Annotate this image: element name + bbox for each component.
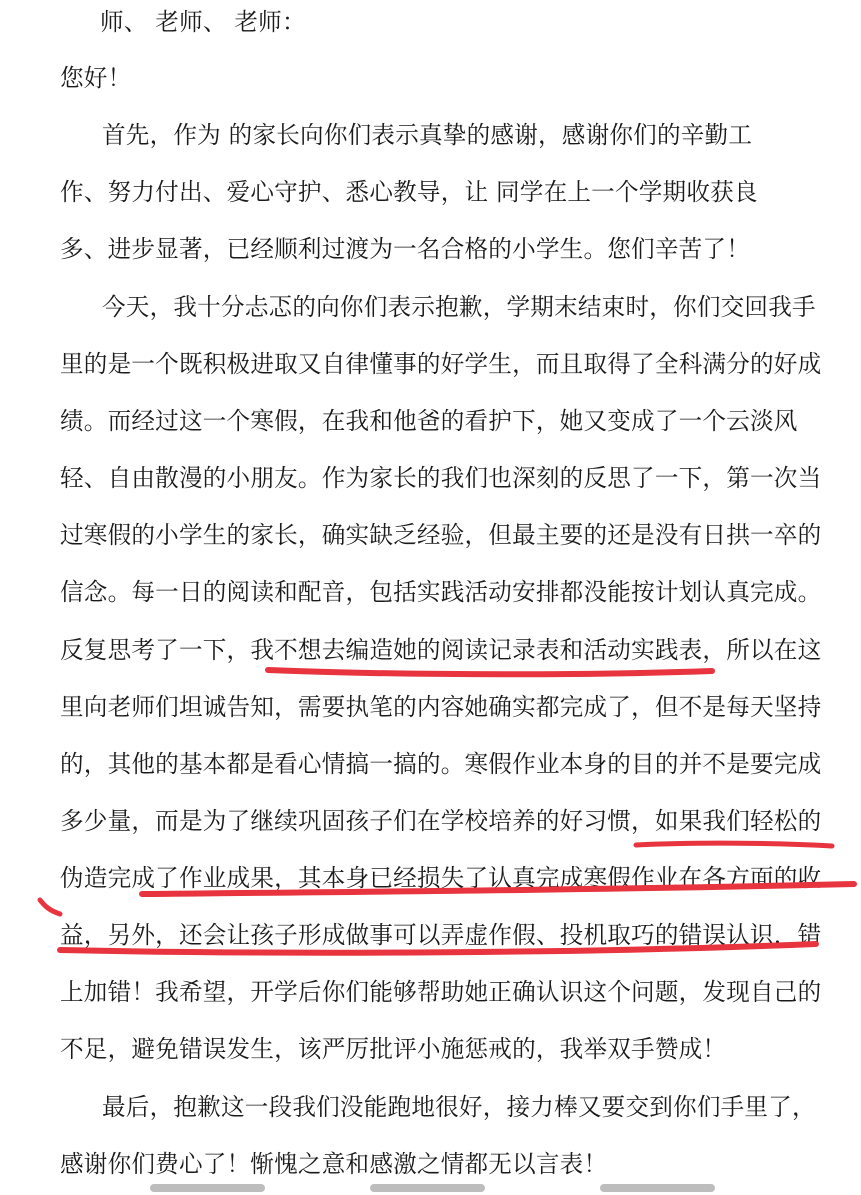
paragraph-line: 信念。每一日的阅读和配音，包括实践活动安排都没能按计划认真完成。 [60,578,822,606]
paragraph-line: 轻、自由散漫的小朋友。作为家长的我们也深刻的反思了一下，第一次当 [60,464,822,492]
paragraph-line: 益，另外，还会让孩子形成做事可以弄虚作假、投机取巧的错误认识，错 [60,921,822,949]
paragraph-line: 今天，我十分忐忑的向你们表示抱歉，学期末结束时，你们交回我手 [102,293,816,321]
greeting: 您好！ [60,64,132,92]
scrollbar-segment[interactable] [600,1184,715,1192]
paragraph-line: 多、进步显著，已经顺利过渡为一名合格的小学生。您们辛苦了！ [60,235,751,263]
underline-stroke [268,670,712,674]
underline-stroke [636,843,832,846]
paragraph-line: 最后，抱歉这一段我们没能跑地很好，接力棒又要交到你们手里了， [102,1093,816,1121]
paragraph-line: 多少量，而是为了继续巩固孩子们在学校培养的好习惯，如果我们轻松的 [60,807,822,835]
paragraph-line: 的，其他的基本都是看心情搞一搞的。寒假作业本身的目的并不是要完成 [60,750,822,778]
paragraph-line: 作、努力付出、爱心守护、悉心教导，让 同学在上一个学期收获良 [60,178,758,206]
paragraph-line: 反复思考了一下，我不想去编造她的阅读记录表和活动实践表，所以在这 [60,636,822,664]
paragraph-line: 感谢你们费心了！惭愧之意和感激之情都无以言表！ [60,1150,608,1178]
salutation: 师、 老师、 老师： [100,8,306,36]
paragraph-line: 上加错！我希望，开学后你们能够帮助她正确认识这个问题，发现自己的 [60,978,822,1006]
paragraph-line: 首先，作为 的家长向你们表示真挚的感谢，感谢你们的辛勤工 [102,121,753,149]
paragraph-line: 里的是一个既积极进取又自律懂事的好学生，而且取得了全科满分的好成 [60,350,822,378]
paragraph-line: 绩。而经过这一个寒假，在我和他爸的看护下，她又变成了一个云淡风 [60,407,798,435]
paragraph-line: 不足，避免错误发生，该严厉批评小施惩戒的，我举双手赞成！ [60,1035,727,1063]
underline-stroke [40,900,60,914]
scrollbar-segment[interactable] [150,1184,265,1192]
scrollbar-segment[interactable] [370,1184,485,1192]
paragraph-line: 里向老师们坦诚告知，需要执笔的内容她确实都完成了，但不是每天坚持 [60,693,822,721]
paragraph-line: 过寒假的小学生的家长，确实缺乏经验，但最主要的还是没有日拱一卒的 [60,521,822,549]
paragraph-line: 伪造完成了作业成果，其本身已经损失了认真完成寒假作业在各方面的收 [60,864,822,892]
